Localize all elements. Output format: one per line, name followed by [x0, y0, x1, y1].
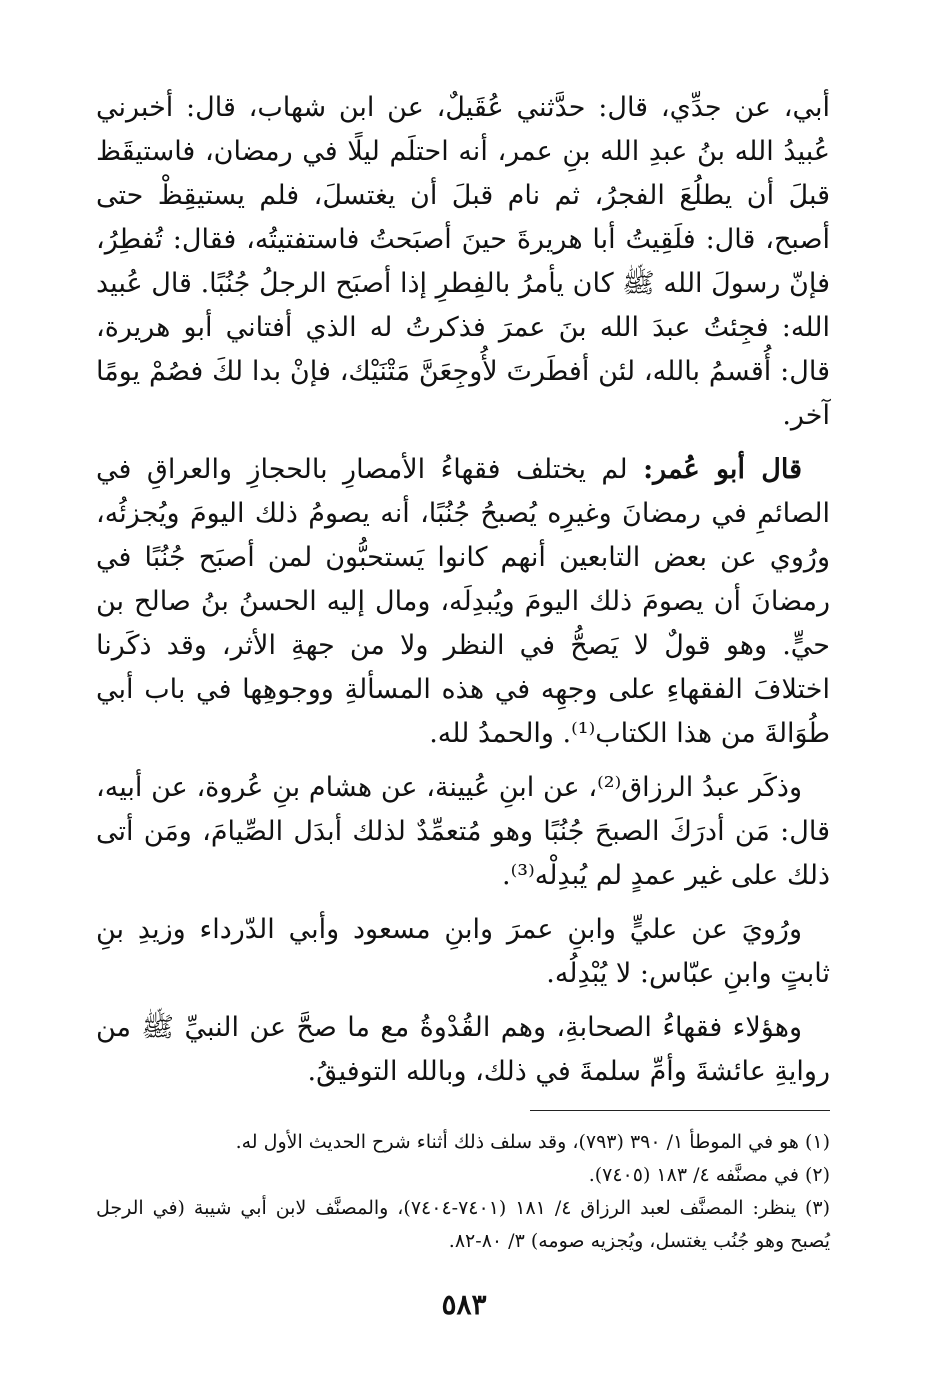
paragraph-text: وذكَر عبدُ الرزاق⁽²⁾، عن ابنِ عُيينة، عن هشام بنِ عُروة، عن أبيه، قال: مَن أدرَكَ الصبحَ جُنُبًا وهو مُتعمِّدٌ لذلك أبدَل الصِّيامَ، ومَن أتى ذلك على غير عمدٍ لم يُبدِلْه⁽³⁾. — [96, 772, 830, 891]
paragraph-text: أبي، عن جدِّي، قال: حدَّثني عُقَيلٌ، عن ابن شهاب، قال: أخبرني عُبيدُ الله بنُ عبدِ الله بنِ عمر، أنه احتلَم ليلًا في رمضان، فاستيقَظ قبلَ أن يطلُعَ الفجرُ، ثم نام قبلَ أن يغتسلَ، فلم يستيقِظْ حتى أصبح، قال: فلَقِيتُ أبا هريرةَ حينَ أصبَحتُ فاستفتيتُه، فقال: تُفطِرُ، فإنّ رسولَ الله ﷺ كان يأمرُ بالفِطرِ إذا أصبَح الرجلُ جُنُبًا. قال عُبيد الله: فجِئتُ عبدَ الله بنَ عمرَ فذكرتُ له الذي أفتاني أبو هريرة، قال: أُقسمُ بالله، لئن أفطَرتَ لأُوجِعَنَّ مَتْنَيْك، فإنْ بدا لكَ فصُمْ يومًا آخر. — [96, 92, 830, 431]
paragraph-lead: قال أبو عُمر: — [643, 454, 802, 485]
paragraph-companions — [96, 908, 830, 996]
paragraph-text: ورُويَ عن عليٍّ وابنِ عمرَ وابنِ مسعود وأبي الدّرداء وزيدِ بنِ ثابتٍ وابنِ عبّاس: لا يُبْدِلُه. — [96, 914, 830, 989]
paragraph-conclusion — [96, 1006, 830, 1094]
footnote-divider — [530, 1110, 830, 1111]
page-body — [96, 86, 830, 1104]
footnote-1: (١) هو في الموطأ ١/ ٣٩٠ (٧٩٣)، وقد سلف ذلك أثناء شرح الحديث الأول له. — [235, 1131, 830, 1153]
footnotes — [96, 1126, 830, 1258]
footnote-3: (٣) ينظر: المصنَّف لعبد الرزاق ٤/ ١٨١ (٧٤٠١-٧٤٠٤)، والمصنَّف لابن أبي شيبة (في الرجل يُصبح وهو جُنُب يغتسل، ويُجزيه صومه) ٣/ ٨٠-٨٢. — [96, 1197, 831, 1252]
paragraph-hadith — [96, 86, 830, 438]
paragraph-commentary — [96, 448, 830, 756]
footnote-2: (٢) في مصنَّفه ٤/ ١٨٣ (٧٤٠٥). — [588, 1164, 830, 1186]
page-number: ٥٨٣ — [441, 1288, 487, 1321]
main-text — [96, 86, 830, 1094]
paragraph-abdurrazzaq — [96, 766, 830, 898]
paragraph-text: وهؤلاء فقهاءُ الصحابةِ، وهم القُدْوةُ مع ما صحَّ عن النبيِّ ﷺ من روايةِ عائشةَ وأمِّ سلمةَ في ذلك، وبالله التوفيقُ. — [96, 1012, 830, 1087]
paragraph-text: لم يختلف فقهاءُ الأمصارِ بالحجازِ والعراقِ في الصائمِ في رمضانَ وغيرِه يُصبحُ جُنُبًا، أنه يصومُ ذلك اليومَ ويُجزئُه، ورُوي عن بعض التابعين أنهم كانوا يَستحبُّون لمن أصبَح جُنُبًا في رمضانَ أن يصومَ ذلك اليومَ ويُبدِلَه، ومال إليه الحسنُ بنُ صالح بن حيٍّ. وهو قولٌ لا يَصحُّ في النظر ولا من جهةِ الأثر، وقد ذكَرنا اختلافَ الفقهاءِ على وجهِه في هذه المسألةِ ووجوهِها في باب أبي طُوَالةَ من هذا الكتاب⁽¹⁾. والحمدُ لله. — [96, 454, 830, 749]
